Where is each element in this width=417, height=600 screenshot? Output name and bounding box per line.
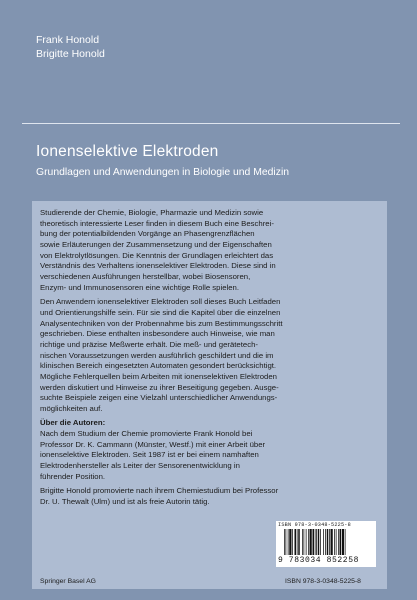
barcode-bar: [289, 529, 291, 555]
barcode-bar: [320, 529, 321, 555]
barcode-bar: [334, 529, 335, 555]
author-name-1: Frank Honold: [36, 34, 100, 46]
barcode-bar: [298, 529, 300, 555]
blurb-paragraph-1: Studierende der Chemie, Biologie, Pharmazie und Medizin sowie theoretisch interessierte Leser finden in diesem Buch eine Beschrei- bung der potentialbildenden Vorgänge an Phasengrenzflächen sowie Erläuterungen der Zusammensetzung und der Eigenschaften von Elektrolytlösungen. Die Kenntnis der Grundlagen erleichtert das Verständnis des Verhaltens ionenselektiver Elektroden. Diese sind in verschiedenen Ausführungen herstellbar, wobei Biosensoren, Enzym- und Immunosensoren eine wichtige Rolle spielen.: [40, 208, 276, 292]
barcode-bar: [323, 529, 324, 555]
barcode-bar: [295, 529, 297, 555]
barcode-bar: [318, 529, 320, 555]
blurb: [40, 208, 388, 512]
barcode-bar: [292, 529, 293, 555]
barcode-bar: [306, 529, 307, 555]
barcode-bar: [286, 529, 287, 555]
barcode-bar: [325, 529, 326, 555]
book-title: Ionenselektive Elektroden: [36, 143, 219, 160]
barcode-bar: [327, 529, 329, 555]
barcode-bar: [329, 529, 330, 555]
barcode-bar: [316, 529, 317, 555]
divider-line: [22, 123, 400, 124]
blurb-paragraph-2: Den Anwendern ionenselektiver Elektroden soll dieses Buch Leitfaden und Orientierungshilfe sein. Für sie sind die Kapitel über die einzelnen Analysentechniken von der Probennahme bis zum Bestimmungsschritt geschrieben. Diese enthalten insbesondere auch Hinweise, wie man richtige und präzise Meßwerte erhält. Die meß- und gerätetech- nischen Voraussetzungen werden ausführlich geschildert und die im klinischen Bereich eingesetzten Automaten gesondert berücksichtigt. Mögliche Fehlerquellen beim Arbeiten mit ionenselektiven Elektroden werden diskutiert und Hinweise zu ihrer Beseitigung gegeben. Ausge- suchte Beispiele zeigen eine Vielzahl unterschiedlicher Anwendungs- möglichkeiten auf.: [40, 297, 283, 413]
barcode-bar: [313, 529, 315, 555]
barcode-bar: [308, 529, 309, 555]
barcode-ean-digits: 9 783034 852258: [278, 556, 360, 565]
author-name-2: Brigitte Honold: [36, 48, 105, 60]
barcode-bars: [284, 529, 368, 555]
barcode-bar: [336, 529, 337, 555]
about-authors-heading: Über die Autoren:: [40, 418, 106, 428]
barcode-bar: [284, 529, 285, 555]
barcode-bar: [315, 529, 316, 555]
author-names: [36, 33, 105, 61]
barcode-bar: [310, 529, 312, 555]
barcode-isbn-label: ISBN 978-3-0348-5225-8: [278, 522, 351, 528]
barcode-bar: [288, 529, 289, 555]
book-subtitle: Grundlagen und Anwendungen in Biologie und Medizin: [36, 167, 290, 178]
barcode-bar: [342, 529, 344, 555]
isbn-number: ISBN 978-3-0348-5225-8: [285, 578, 361, 585]
barcode-bar: [304, 529, 305, 555]
barcode: [276, 521, 376, 567]
about-authors-paragraph-2: Brigitte Honold promovierte nach ihrem Chemiestudium bei Professor Dr. U. Thewalt (Ulm) und ist als freie Autorin tätig.: [40, 486, 279, 507]
barcode-bar: [338, 529, 339, 555]
barcode-bar: [297, 529, 298, 555]
publisher-name: Springer Basel AG: [40, 578, 96, 585]
barcode-bar: [331, 529, 333, 555]
about-authors-paragraph-1: Nach dem Studium der Chemie promovierte Frank Honold bei Professor Dr. K. Cammann (Münster, Westf.) mit einer Arbeit über ionenselektive Elektroden. Seit 1987 ist er bei einem namhaften Elektrodenhersteller als Leiter der Sensorenentwicklung in führender Position.: [40, 429, 266, 481]
barcode-bar: [340, 529, 342, 555]
barcode-bar: [302, 529, 303, 555]
barcode-bar: [345, 529, 346, 555]
